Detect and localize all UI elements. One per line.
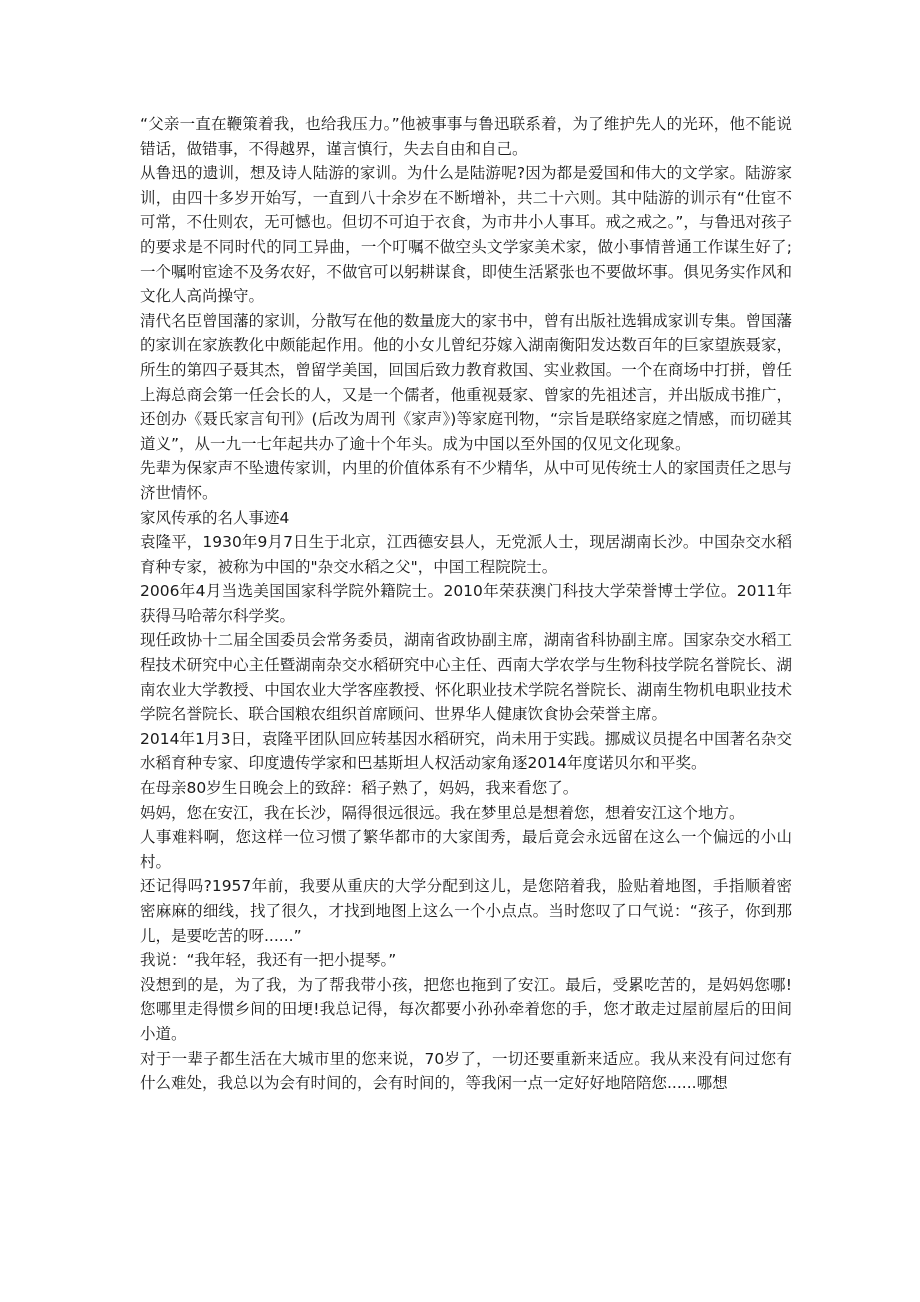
section-heading: 家风传承的名人事迹4 [140,508,290,527]
paragraph-yuan-longping-positions: 现任政协十二届全国委员会常务委员，湖南省政协副主席，湖南省科协副主席。国家杂交水稻工程技术研究中心主任暨湖南杂交水稻研究中心主任、西南大学农学与生物科技学院名誉院长、湖南农业大学教授、中国农业大学客座教授、怀化职业技术学院名誉院长、湖南生物机电职业技术学院名誉院长、联合国粮农组织首席顾问、世界华人健康饮食协会荣誉主席。 [140,631,792,724]
paragraph-yuan-longping-intro: 袁隆平，1930年9月7日生于北京，江西德安县人，无党派人士，现居湖南长沙。中国杂交水稻育种专家，被称为中国的"杂交水稻之父"，中国工程院院士。 [140,533,792,576]
paragraph-speech-4: 我说：“我年轻，我还有一把小提琴。” [140,951,397,970]
paragraph-speech-2: 人事难料啊，您这样一位习惯了繁华都市的大家闺秀，最后竟会永远留在这么一个偏远的小山村。 [140,828,792,871]
paragraph-speech-1: 妈妈，您在安江，我在长沙，隔得很远很远。我在梦里总是想着您，想着安江这个地方。 [140,803,745,822]
paragraph-speech-5: 没想到的是，为了我，为了帮我带小孩，把您也拖到了安江。最后，受累吃苦的，是妈妈您哪!您哪里走得惯乡间的田埂!我总记得，每次都要小孙孙牵着您的手，您才敢走过屋前屋后的田间小道。 [140,975,792,1043]
paragraph-zeng-guofan-family-rules: 清代名臣曾国藩的家训，分散写在他的数量庞大的家书中，曾有出版社选辑成家训专集。曾国藩的家训在家族教化中颇能起作用。他的小女儿曾纪芬嫁入湖南衡阳发达数百年的巨家望族聂家，所生的第四子聂其杰，曾留学美国，回国后致力教育救国、实业救国。一个在商场中打拼，曾任上海总商会第一任会长的人，又是一个儒者，他重视聂家、曾家的先祖述言，并出版成书推广，还创办《聂氏家言旬刊》(后改为周刊《家声》)等家庭刊物，“宗旨是联络家庭之情感，而切磋其道义”，从一九一七年起共办了逾十个年头。成为中国以至外国的仅见文化现象。 [140,311,792,453]
document-body [140,112,792,1096]
paragraph-ancestors-summary: 先辈为保家声不坠遗传家训，内里的价值体系有不少精华，从中可见传统士人的家国责任之思与济世情怀。 [140,459,792,502]
paragraph-luyou-family-rules: 从鲁迅的遗训，想及诗人陆游的家训。为什么是陆游呢?因为都是爱国和伟大的文学家。陆游家训，由四十多岁开始写，一直到八十余岁在不断增补，共二十六则。其中陆游的训示有“仕宦不可常，不仕则农，无可憾也。但切不可迫于衣食，为市井小人事耳。戒之戒之。”，与鲁迅对孩子的要求是不同时代的同工异曲，一个叮嘱不做空头文学家美术家，做小事情普通工作谋生好了;一个嘱咐宦途不及务农好，不做官可以躬耕谋食，即使生活紧张也不要做坏事。俱见务实作风和文化人高尚操守。 [140,164,792,306]
paragraph-speech-6: 对于一辈子都生活在大城市里的您来说，70岁了，一切还要重新来适应。我从来没有问过您有什么难处，我总以为会有时间的，会有时间的，等我闲一点一定好好地陪陪您......哪想 [140,1049,792,1093]
paragraph-yuan-longping-honors: 2006年4月当选美国国家科学院外籍院士。2010年荣获澳门科技大学荣誉博士学位。2011年获得马哈蒂尔科学奖。 [140,582,792,625]
paragraph-speech-3: 还记得吗?1957年前，我要从重庆的大学分配到这儿，是您陪着我，脸贴着地图，手指顺着密密麻麻的细线，找了很久，才找到地图上这么一个小点点。当时您叹了口气说：“孩子，你到那儿，是要吃苦的呀......” [140,877,792,945]
paragraph-yuan-longping-2014: 2014年1月3日，袁隆平团队回应转基因水稻研究，尚未用于实践。挪威议员提名中国著名杂交水稻育种专家、印度遗传学家和巴基斯坦人权活动家角逐2014年度诺贝尔和平奖。 [140,729,792,773]
paragraph-luxun-son: “父亲一直在鞭策着我，也给我压力。”他被事事与鲁迅联系着，为了维护先人的光环，他不能说错话，做错事，不得越界，谨言慎行，失去自由和自己。 [140,115,792,158]
paragraph-speech-title: 在母亲80岁生日晚会上的致辞：稻子熟了，妈妈，我来看您了。 [140,779,579,798]
